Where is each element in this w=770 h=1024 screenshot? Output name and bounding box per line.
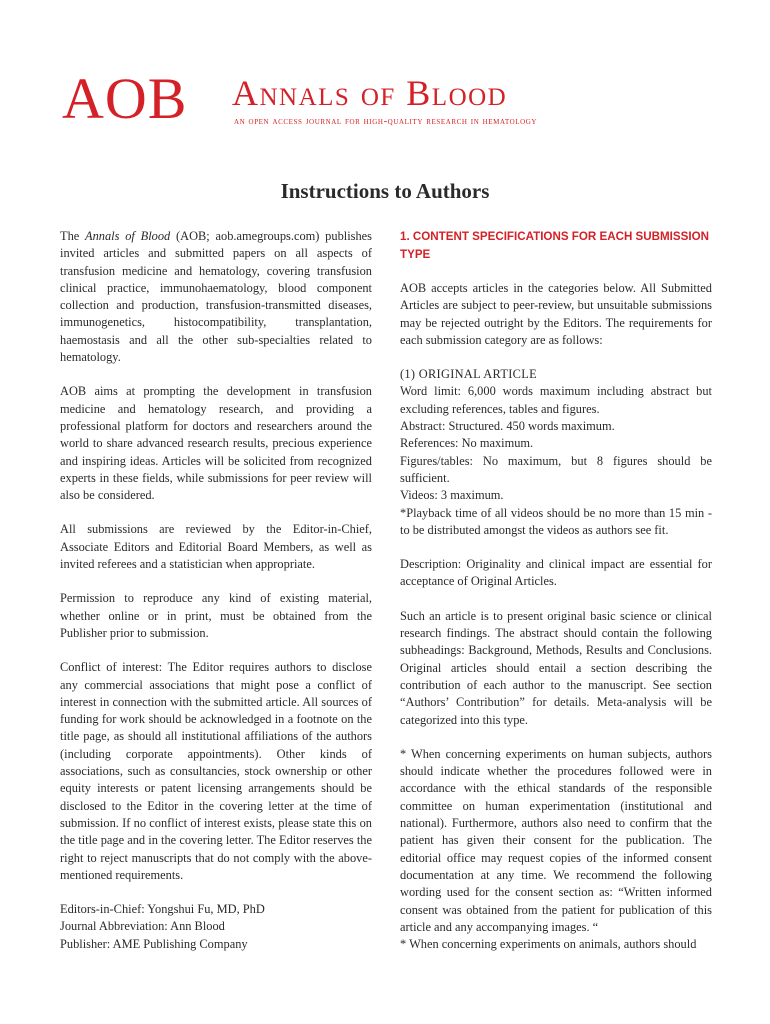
journal-name-italic: Annals of Blood xyxy=(85,229,171,243)
journal-header xyxy=(62,68,662,138)
permission-paragraph: Permission to reproduce any kind of existing material, whether online or in print, must be obtained from the Publisher prior to submission. xyxy=(60,591,372,640)
page-title: Instructions to Authors xyxy=(280,179,490,203)
journal-name: Annals of Blood xyxy=(232,73,508,113)
description-paragraph: Description: Originality and clinical impact are essential for acceptance of Original Articles. xyxy=(400,557,712,589)
categories-paragraph: AOB accepts articles in the categories below. All Submitted Articles are subject to peer-review, but unsuitable submissions may be rejected outright by the Editors. The requirements for each submission category are as follows: xyxy=(400,281,712,347)
intro-text-start: The xyxy=(60,229,86,243)
abbreviation-line: Journal Abbreviation: Ann Blood xyxy=(60,919,225,934)
right-column xyxy=(400,228,712,953)
abstract-line: Abstract: Structured. 450 words maximum. xyxy=(400,419,615,434)
playback-line: *Playback time of all videos should be no more than 15 min - to be distributed amongst the videos as authors see fit. xyxy=(400,505,712,537)
videos-line: Videos: 3 maximum. xyxy=(400,488,504,503)
article-purpose-paragraph: Such an article is to present original basic science or clinical research findings. The abstract should contain the following subheadings: Background, Methods, Results and Conclusions. Original articles should entail a section describing the contribution of each author to the manuscript. See section “Authors’ Contribution” for details. Meta-analysis will be categorized into this type. xyxy=(400,608,712,727)
original-article-heading: (1) ORIGINAL ARTICLE xyxy=(400,367,537,382)
section-heading: 1. CONTENT SPECIFICATIONS FOR EACH SUBMISSION TYPE xyxy=(400,230,709,261)
intro-text-rest: (AOB; aob.amegroups.com) publishes invited articles and submitted papers on all aspects of transfusion medicine and hematology, covering transfusion clinical practice, immunohaematology, blood component collection and production, transfusion-transmitted diseases, immunogenetics, histocompatibility, transplantation, haemostasis and all the other sub-specialties related to hematology. xyxy=(60,229,372,365)
conflict-paragraph: Conflict of interest: The Editor requires authors to disclose any commercial associations that might pose a conflict of interest in connection with the submitted article. All sources of funding for work should be acknowledged in a footnote on the title page, as should all institutional affiliations of the authors (including corporate appointments). Other kinds of associations, such as consultancies, stock ownership or other equity interests or patent licensing arrangements should be disclosed to the Editor in the covering letter at the time of submission. If no conflict of interest exists, please state this on the title page and in the covering letter. The Editor reserves the right to reject manuscripts that do not comply with the above-mentioned requirements. xyxy=(60,660,372,882)
human-subjects-paragraph: * When concerning experiments on human subjects, authors should indicate whether the procedures followed were in accordance with the ethical standards of the responsible committee on human experimentation (institutional and national). Furthermore, authors also need to confirm that the patient has given their consent for the publication. The editorial office may request copies of the informed consent documentation at any time. We recommend the following wording used for the consent section as: “Written informed consent was obtained from the patient for publication of this article and any accompanying images. “ xyxy=(400,746,712,934)
animals-paragraph: * When concerning experiments on animals, authors should xyxy=(400,937,697,952)
review-paragraph: All submissions are reviewed by the Editor-in-Chief, Associate Editors and Editorial Board Members, as well as invited referees and a statistician when appropriate. xyxy=(60,522,372,572)
journal-tagline: an open access journal for high-quality research in hematology xyxy=(234,116,538,127)
intro-paragraph xyxy=(60,228,372,366)
editors-line: Editors-in-Chief: Yongshui Fu, MD, PhD xyxy=(60,902,265,917)
references-line: References: No maximum. xyxy=(400,436,534,451)
word-limit-line: Word limit: 6,000 words maximum including abstract but excluding references, tables and figures. xyxy=(400,384,712,416)
aob-logo: AOB xyxy=(62,66,188,131)
left-column xyxy=(60,228,372,953)
publisher-line: Publisher: AME Publishing Company xyxy=(60,936,248,951)
figures-line: Figures/tables: No maximum, but 8 figures should be sufficient. xyxy=(400,453,712,485)
aims-paragraph: AOB aims at prompting the development in transfusion medicine and hematology research, and providing a professional platform for doctors and researchers around the world to share advanced research results, precious experience and inspiring ideas. Articles will be solicited from recognized experts in these fields, while submissions for peer review will also be considered. xyxy=(60,384,372,503)
